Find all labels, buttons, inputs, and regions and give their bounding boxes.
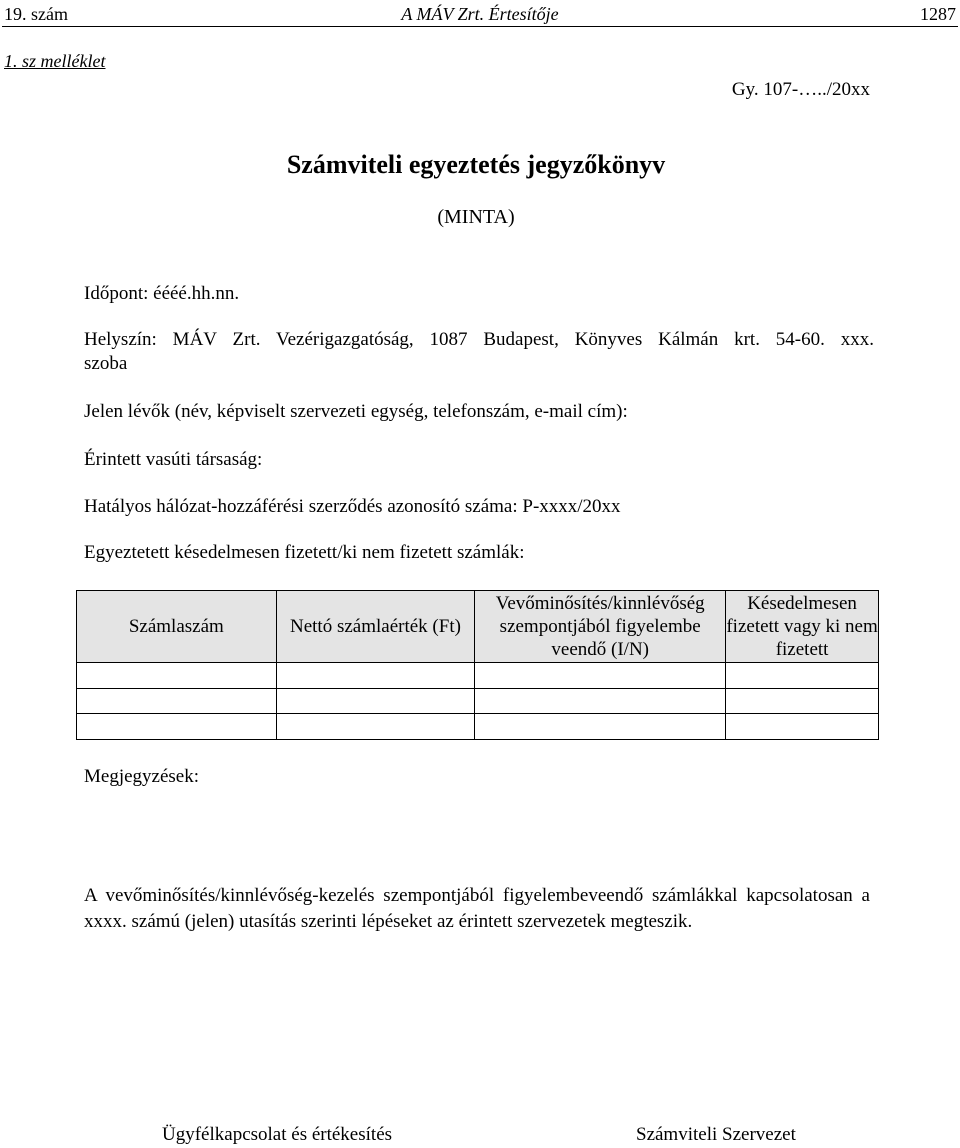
table-row	[77, 688, 879, 714]
reference-number: Gy. 107-…../20xx	[731, 79, 870, 100]
document-subtitle: (MINTA)	[437, 206, 515, 228]
header-publication-title: A MÁV Zrt. Értesítője	[401, 4, 559, 24]
closing-paragraph: A vevőminősítés/kinnlévőség-kezelés szempontjából figyelembeveendő számlákkal kapcsolatosan a xxxx. számú (jelen) utasítás szerinti lépéseket az érintett szervezetek megteszik.	[84, 885, 870, 932]
table-cell[interactable]	[475, 688, 726, 714]
table-cell[interactable]	[77, 663, 277, 689]
table-cell[interactable]	[475, 663, 726, 689]
table-row	[77, 663, 879, 689]
field-company: Érintett vasúti társaság:	[84, 449, 263, 470]
invoice-table	[76, 590, 879, 740]
table-row	[77, 714, 879, 740]
table-cell[interactable]	[726, 663, 879, 689]
field-invoices: Egyeztetett késedelmesen fizetett/ki nem fizetett számlák:	[84, 542, 525, 563]
signature-right: Számviteli Szervezet	[636, 1124, 796, 1145]
signature-left: Ügyfélkapcsolat és értékesítés	[162, 1124, 393, 1145]
field-place: Helyszín: MÁV Zrt. Vezérigazgatóság, 1087 Budapest, Könyves Kálmán krt. 54-60. xxx.	[84, 329, 874, 350]
annex-label: 1. sz melléklet	[4, 51, 106, 71]
header-rule	[2, 26, 958, 27]
column-header-net-value: Nettó számlaérték (Ft)	[276, 591, 475, 663]
header-page-number: 1287	[920, 4, 956, 24]
table-cell[interactable]	[77, 688, 277, 714]
document-title: Számviteli egyeztetés jegyzőkönyv	[286, 150, 666, 179]
table-header-row	[77, 591, 879, 663]
column-header-customer-rating: Vevőminősítés/kinnlévőség szempontjából figyelembe veendő (I/N)	[475, 591, 726, 663]
table-cell[interactable]	[276, 714, 475, 740]
table-cell[interactable]	[77, 714, 277, 740]
table-cell[interactable]	[726, 714, 879, 740]
field-contract: Hatályos hálózat-hozzáférési szerződés azonosító száma: P-xxxx/20xx	[84, 496, 621, 517]
table-cell[interactable]	[726, 688, 879, 714]
header-issue-number: 19. szám	[4, 4, 68, 24]
notes-label: Megjegyzések:	[84, 766, 200, 787]
table-cell[interactable]	[276, 663, 475, 689]
field-place-continuation: szoba	[84, 353, 128, 374]
field-present: Jelen lévők (név, képviselt szervezeti egység, telefonszám, e-mail cím):	[84, 401, 628, 422]
column-header-invoice-number: Számlaszám	[77, 591, 277, 663]
field-time: Időpont: éééé.hh.nn.	[84, 283, 240, 304]
table-cell[interactable]	[276, 688, 475, 714]
table-cell[interactable]	[475, 714, 726, 740]
column-header-payment-status: Késedelmesen fizetett vagy ki nem fizetett	[726, 591, 879, 663]
